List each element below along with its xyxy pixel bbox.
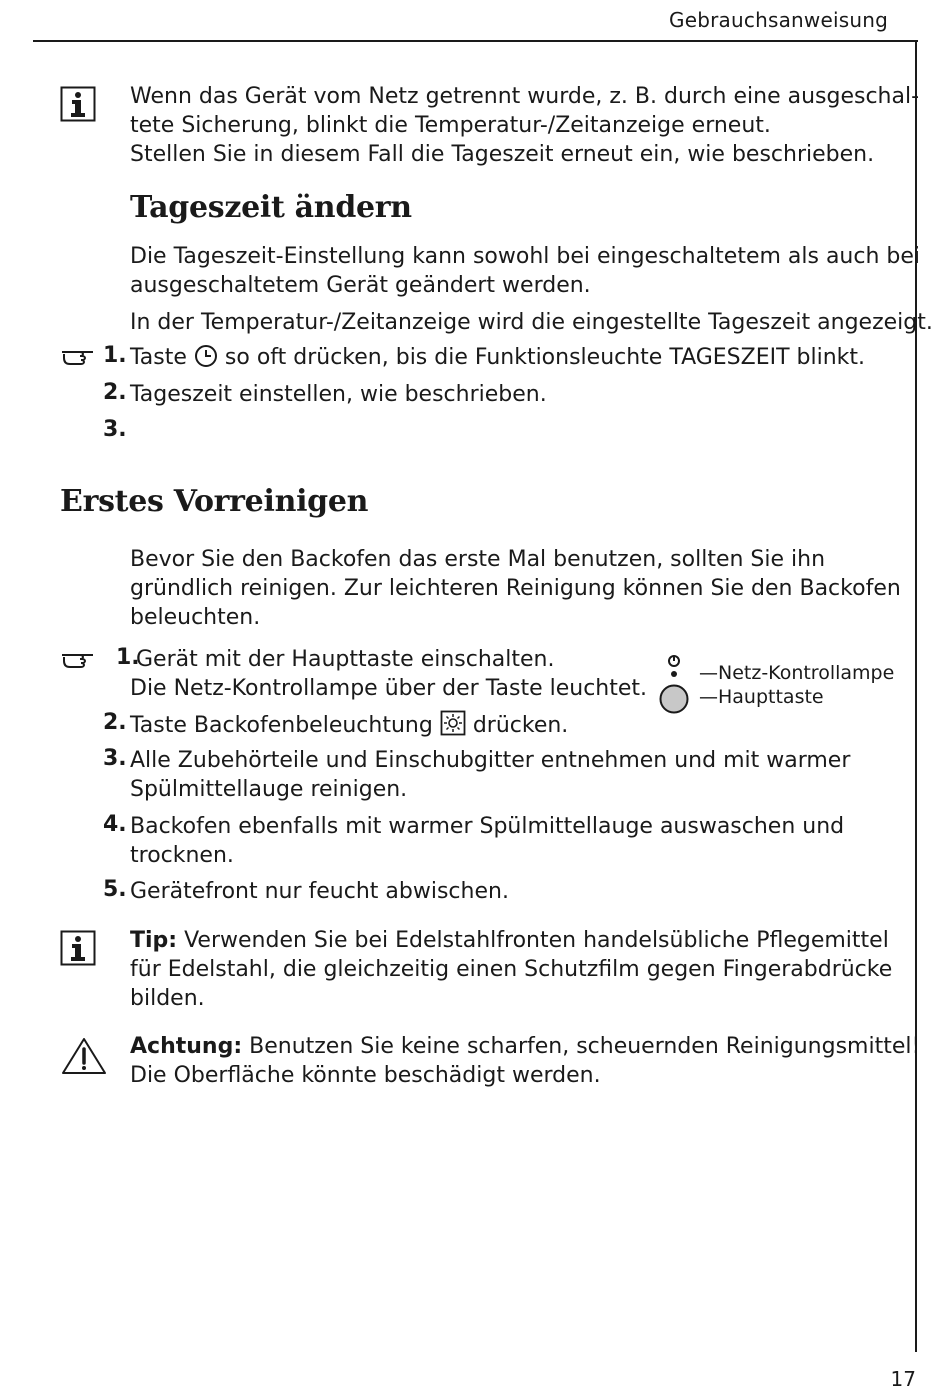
clean-step-1-line-2: Die Netz-Kontrollampe über der Taste leuchtet. bbox=[130, 676, 648, 701]
clock-icon bbox=[194, 344, 218, 376]
time-step-3-number: 3. bbox=[103, 417, 127, 442]
time-para-1-line-2: ausgeschaltetem Gerät geändert werden. bbox=[130, 273, 591, 298]
clean-step-3-line-2: Spülmittellauge reinigen. bbox=[130, 777, 408, 802]
clean-step-2-after: drücken. bbox=[472, 713, 569, 738]
time-step-2-number: 2. bbox=[103, 380, 127, 405]
warning-triangle-icon bbox=[60, 1036, 108, 1080]
pointing-hand-icon bbox=[60, 649, 96, 675]
clean-step-4-number: 4. bbox=[103, 812, 127, 837]
pointing-hand-icon bbox=[60, 346, 96, 372]
tip-label: Tip: bbox=[130, 928, 178, 953]
warning-line-2: Die Oberfläche könnte beschädigt werden. bbox=[130, 1063, 601, 1088]
oven-lamp-icon bbox=[440, 710, 466, 744]
power-note-line-2: tete Sicherung, blinkt die Temperatur-/Zeitanzeige erneut. bbox=[130, 113, 771, 138]
clean-step-1-line-1: Gerät mit der Haupttaste einschalten. bbox=[136, 647, 555, 672]
time-step-2: Tageszeit einstellen, wie beschrieben. bbox=[130, 382, 547, 407]
header-title: Gebrauchsanweisung bbox=[669, 8, 888, 32]
clean-step-5-number: 5. bbox=[103, 877, 127, 902]
time-para-2: In der Temperatur-/Zeitanzeige wird die eingestellte Tageszeit angezeigt. bbox=[130, 310, 933, 335]
clean-step-2-before: Taste Backofenbeleuchtung bbox=[130, 713, 433, 738]
clean-step-2-number: 2. bbox=[103, 710, 127, 735]
power-note-line-3: Stellen Sie in diesem Fall die Tageszeit erneut ein, wie beschrieben. bbox=[130, 142, 875, 167]
info-icon bbox=[60, 930, 96, 970]
main-button-icon bbox=[659, 684, 689, 718]
clean-step-4-line-2: trocknen. bbox=[130, 843, 234, 868]
warning-label: Achtung: bbox=[130, 1034, 243, 1059]
tip-line-1 bbox=[130, 926, 889, 955]
label-netz-kontrollampe: —Netz-Kontrollampe bbox=[699, 662, 895, 684]
clean-step-3-number: 3. bbox=[103, 746, 127, 771]
tip-line-3: bilden. bbox=[130, 986, 205, 1011]
clean-step-5-line-1: Gerätefront nur feucht abwischen. bbox=[130, 879, 509, 904]
clean-intro-line-3: beleuchten. bbox=[130, 605, 261, 630]
time-step-1-number: 1. bbox=[103, 343, 127, 368]
header-rule bbox=[33, 40, 918, 42]
heading-vorreinigen: Erstes Vorreinigen bbox=[60, 484, 369, 519]
label-haupttaste: —Haupttaste bbox=[699, 686, 824, 708]
power-indicator-icon bbox=[663, 654, 685, 688]
time-step-1 bbox=[130, 343, 865, 376]
warning-line-1 bbox=[130, 1032, 920, 1061]
heading-tageszeit: Tageszeit ändern bbox=[130, 190, 412, 225]
info-icon bbox=[60, 86, 96, 126]
tip-line-1-text: Verwenden Sie bei Edelstahlfronten handelsübliche Pflegemittel bbox=[177, 928, 889, 953]
warning-line-1-text: Benutzen Sie keine scharfen, scheuernden Reinigungsmittel! bbox=[242, 1034, 921, 1059]
time-para-1-line-1: Die Tageszeit-Einstellung kann sowohl bei eingeschaltetem als auch bei bbox=[130, 244, 921, 269]
clean-step-2 bbox=[130, 710, 568, 744]
clean-intro-line-2: gründlich reinigen. Zur leichteren Reinigung können Sie den Backofen bbox=[130, 576, 901, 601]
tip-line-2: für Edelstahl, die gleichzeitig einen Schutzfilm gegen Fingerabdrücke bbox=[130, 957, 893, 982]
clean-intro-line-1: Bevor Sie den Backofen das erste Mal benutzen, sollten Sie ihn bbox=[130, 547, 826, 572]
power-note-line-1: Wenn das Gerät vom Netz getrennt wurde, z. B. durch eine ausgeschal- bbox=[130, 84, 920, 109]
clean-step-3-line-1: Alle Zubehörteile und Einschubgitter entnehmen und mit warmer bbox=[130, 748, 851, 773]
clean-step-4-line-1: Backofen ebenfalls mit warmer Spülmittellauge auswaschen und bbox=[130, 814, 845, 839]
clean-step-1-number: 1. bbox=[116, 645, 140, 670]
time-step-1-after: so oft drücken, bis die Funktionsleuchte TAGESZEIT blinkt. bbox=[224, 345, 866, 370]
page-number: 17 bbox=[890, 1367, 916, 1391]
side-rule bbox=[915, 40, 917, 1352]
time-step-1-before: Taste bbox=[130, 345, 187, 370]
